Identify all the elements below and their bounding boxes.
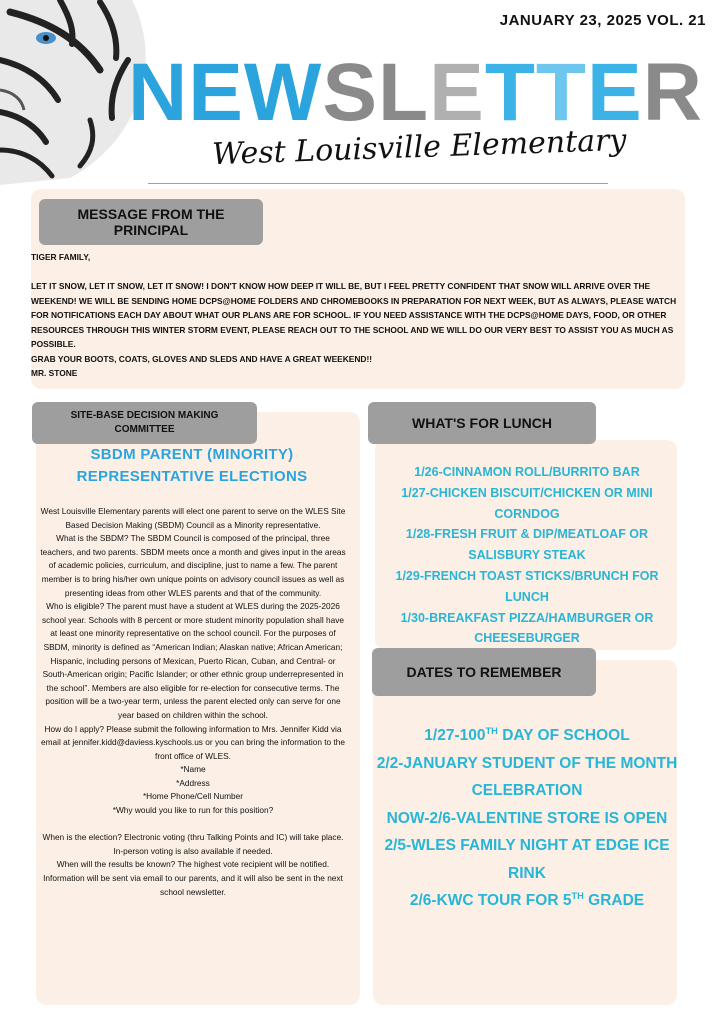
principal-signature: MR. STONE (31, 368, 78, 378)
date-item: 1/27-100TH DAY OF SCHOOL (424, 725, 630, 744)
dates-heading-text: DATES TO REMEMBER (406, 664, 562, 680)
principal-greeting: TIGER FAMILY, (31, 252, 91, 262)
sbdm-list-item: *Home Phone/Cell Number (142, 791, 244, 802)
principal-heading (39, 199, 263, 245)
sbdm-paragraph: What is the SBDM? The SBDM Council is composed of the principal, three teachers, and two parents. SBDM meets once a month and gives input in the areas of academic policies, curriculum, and discipline, just to name a few. The parent member is to bring his/her own unique points on advisory council issues as well as presenting ideas from other WLES parents and that of the community. (40, 533, 346, 598)
date-item: 2/5-WLES FAMILY NIGHT AT EDGE ICE RINK (384, 837, 670, 882)
sbdm-heading (32, 402, 257, 444)
header-divider (148, 183, 608, 184)
sbdm-paragraph: West Louisville Elementary parents will elect one parent to serve on the WLES Site Based Decision Making (SBDM) Council as a Minority representative. (40, 506, 346, 530)
lunch-item: 1/28-FRESH FRUIT & DIP/MEATLOAF OR SALISBURY STEAK (405, 527, 649, 563)
lunch-item: 1/30-BREAKFAST PIZZA/HAMBURGER OR CHEESEBURGER (400, 610, 654, 646)
principal-closing: GRAB YOUR BOOTS, COATS, GLOVES AND SLEDS AND HAVE A GREAT WEEKEND!! (31, 353, 373, 364)
sbdm-heading-text: SITE-BASE DECISION MAKING COMMITTEE (70, 410, 219, 435)
sbdm-paragraph: When is the election? Electronic voting (thru Talking Points and IC) will take place. In-person voting is also available if needed. (42, 832, 344, 856)
dates-heading (372, 648, 596, 696)
dates-list (372, 722, 682, 915)
principal-message (31, 250, 681, 381)
sbdm-paragraph: Who is eligible? The parent must have a student at WLES during the 2025-2026 school year. Schools with 8 percent or more student minority population shall have at least one minority representative on the school council. For the purposes of SBDM, minority is defined as “American Indian; Alaskan native; African American; Hispanic, including persons of Mexican, Puerto Rican, Cuban, and Central- or South-American origin; Pacific Islander; or other ethnic group underrepresented in the school”. Members are also eligible for re-election for consecutive terms. The position will be a two-year term, unless the parent elected only can serve for one year based on children within the school. (41, 601, 345, 720)
lunch-item: 1/27-CHICKEN BISCUIT/CHICKEN OR MINI CORNDOG (401, 485, 653, 521)
masthead-letter: E (188, 47, 244, 138)
masthead-letter: S (322, 47, 379, 138)
sbdm-paragraph: How do I apply? Please submit the following information to Mrs. Jennifer Kidd via email at jennifer.kidd@daviess.kyschools.us or you can bring the information to the front office of WLES. (40, 723, 346, 761)
sbdm-title: SBDM PARENT (MINORITY) REPRESENTATIVE ELECTIONS (76, 446, 308, 485)
date-item: 2/6-KWC TOUR FOR 5TH GRADE (409, 890, 645, 909)
school-name: West Louisville Elementary (211, 122, 627, 173)
date-item: 2/2-JANUARY STUDENT OF THE MONTH CELEBRATION (376, 754, 678, 799)
sbdm-list-item: *Address (176, 777, 210, 788)
masthead-letter: T (535, 47, 588, 138)
masthead-letter: T (484, 47, 536, 138)
masthead-letter: L (378, 47, 430, 138)
masthead-letter: E (429, 47, 485, 138)
sbdm-list-item: *Name (180, 764, 206, 775)
newsletter-masthead (128, 47, 703, 138)
sbdm-list-item: *Why would you like to run for this position? (112, 805, 274, 816)
date-item: NOW-2/6-VALENTINE STORE IS OPEN (386, 809, 668, 827)
lunch-item: 1/29-FRENCH TOAST STICKS/BRUNCH FOR LUNCH (395, 568, 659, 604)
masthead-letter: N (128, 47, 189, 138)
lunch-item: 1/26-CINNAMON ROLL/BURRITO BAR (414, 465, 640, 479)
principal-heading-text: MESSAGE FROM THE PRINCIPAL (77, 206, 225, 238)
sbdm-paragraph: When will the results be known? The highest vote recipient will be notified. Information will be sent via email to our parents, and it will also be sent in the next school newsletter. (43, 859, 343, 897)
sbdm-body (40, 505, 346, 899)
lunch-menu (384, 462, 670, 649)
masthead-letter: E (587, 47, 643, 138)
issue-date: JANUARY 23, 2025 VOL. 21 (499, 12, 706, 29)
masthead-letter: R (642, 47, 703, 138)
lunch-heading-text: WHAT'S FOR LUNCH (412, 415, 552, 431)
lunch-heading (368, 402, 596, 444)
masthead-letter: W (243, 47, 323, 138)
principal-body: LET IT SNOW, LET IT SNOW, LET IT SNOW! I DON'T KNOW HOW DEEP IT WILL BE, BUT I FEEL PRETTY CONFIDENT THAT SNOW WILL ARRIVE OVER THE WEEKEND! WE WILL BE SENDING HOME DCPS@HOME FOLDERS AND CHROMEBOOKS IN PREPARATION FOR NEXT WEEK, BUT AS ALWAYS, PLEASE WATCH FOR NOTIFICATIONS EACH DAY ABOUT WHAT OUR PLANS ARE FOR SCHOOL. IF YOU NEED ASSISTANCE WITH THE DCPS@HOME DAYS, FOOD, OR OTHER RESOURCES THROUGH THIS WINTER STORM EVENT, PLEASE REACH OUT TO THE SCHOOL AND WE WILL DO OUR VERY BEST TO ASSIST YOU AS MUCH AS POSSIBLE. (31, 281, 677, 349)
